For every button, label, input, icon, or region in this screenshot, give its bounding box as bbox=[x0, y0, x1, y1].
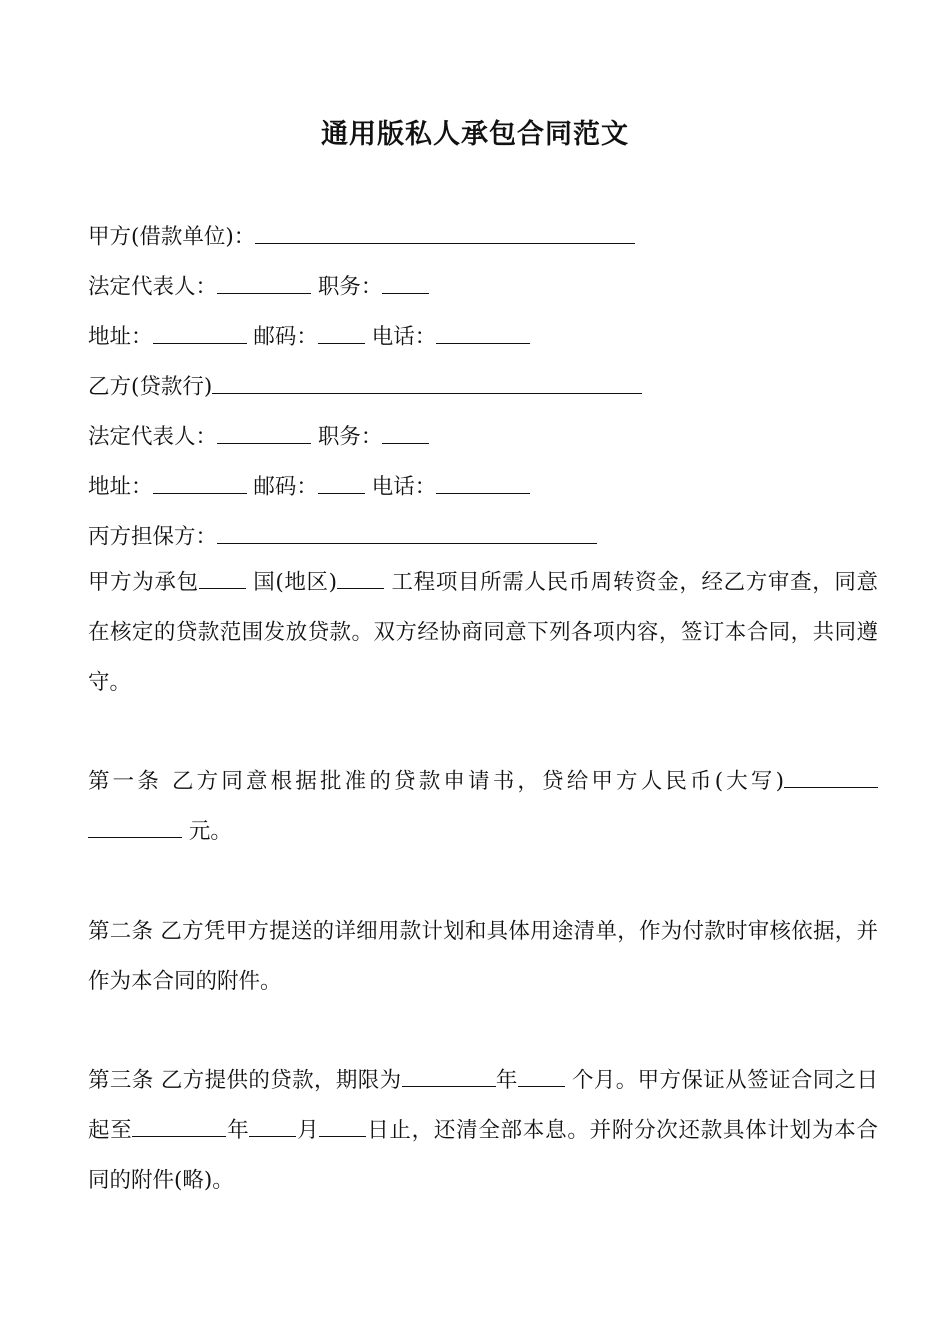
party-b-address-blank[interactable] bbox=[153, 470, 247, 494]
party-a-rep-label: 法定代表人： bbox=[88, 274, 218, 300]
article-1-part1: 第一条 乙方同意根据批准的贷款申请书，贷给甲方人民币(大写) bbox=[88, 769, 784, 794]
party-a-address-blank[interactable] bbox=[153, 320, 247, 344]
party-c-label: 丙方担保方： bbox=[88, 524, 218, 550]
article-3-part2: 年 bbox=[495, 1068, 518, 1093]
party-a-label: 甲方(借款单位)： bbox=[88, 224, 256, 250]
party-a-postcode-blank[interactable] bbox=[318, 320, 365, 344]
party-a-address-line bbox=[88, 320, 530, 353]
intro-part3: 工程项目所需人民币周转资金，经乙方审查，同意在核定的贷款范围发放贷款。双方经协商同意下列各项内容，签订本合同，共同遵守。 bbox=[88, 570, 878, 695]
party-b-line bbox=[88, 370, 642, 403]
article-3-end-day-blank[interactable] bbox=[319, 1113, 366, 1137]
party-a-phone-blank[interactable] bbox=[436, 320, 530, 344]
party-b-position-label: 职务： bbox=[317, 424, 383, 450]
party-a-line bbox=[88, 220, 635, 253]
party-a-position-blank[interactable] bbox=[382, 270, 429, 294]
party-b-rep-blank[interactable] bbox=[217, 420, 311, 444]
document-title: 通用版私人承包合同范文 bbox=[321, 119, 629, 150]
article-3-end-month-blank[interactable] bbox=[249, 1113, 296, 1137]
party-c-blank[interactable] bbox=[217, 520, 597, 544]
party-b-phone-blank[interactable] bbox=[436, 470, 530, 494]
intro-paragraph bbox=[88, 558, 878, 708]
article-3-end-year-blank[interactable] bbox=[132, 1113, 226, 1137]
intro-part2: 国(地区) bbox=[253, 570, 338, 595]
party-b-position-blank[interactable] bbox=[382, 420, 429, 444]
party-a-rep-line bbox=[88, 270, 429, 303]
party-a-address-label: 地址： bbox=[88, 324, 153, 350]
article-1-amount-blank-a[interactable] bbox=[784, 764, 878, 788]
article-1 bbox=[88, 757, 878, 857]
party-b-blank[interactable] bbox=[212, 370, 642, 394]
intro-part1: 甲方为承包 bbox=[88, 570, 199, 595]
article-3-months-blank[interactable] bbox=[518, 1063, 565, 1087]
party-c-line bbox=[88, 520, 597, 553]
article-2-text: 第二条 乙方凭甲方提送的详细用款计划和具体用途清单，作为付款时审核依据，并作为本合同的附件。 bbox=[88, 919, 878, 994]
party-a-blank[interactable] bbox=[255, 220, 635, 244]
party-b-rep-label: 法定代表人： bbox=[88, 424, 218, 450]
party-a-position-label: 职务： bbox=[317, 274, 383, 300]
party-b-postcode-label: 邮码： bbox=[253, 474, 318, 500]
party-a-phone-label: 电话： bbox=[371, 324, 437, 350]
article-3 bbox=[88, 1056, 878, 1206]
article-3-part1: 第三条 乙方提供的贷款，期限为 bbox=[88, 1068, 402, 1093]
party-b-label: 乙方(贷款行) bbox=[88, 374, 213, 400]
party-b-postcode-blank[interactable] bbox=[318, 470, 365, 494]
party-b-phone-label: 电话： bbox=[371, 474, 437, 500]
intro-project-blank[interactable] bbox=[337, 565, 384, 589]
party-a-postcode-label: 邮码： bbox=[253, 324, 318, 350]
article-1-amount-blank-b[interactable] bbox=[88, 814, 182, 838]
party-b-address-label: 地址： bbox=[88, 474, 153, 500]
party-b-address-line bbox=[88, 470, 530, 503]
article-3-part6: 日止，还清全部本息。并附分次还款具体计划为本合同的附件(略)。 bbox=[88, 1118, 878, 1193]
article-3-part5: 月 bbox=[296, 1118, 320, 1143]
party-b-rep-line bbox=[88, 420, 429, 453]
intro-country-blank[interactable] bbox=[199, 565, 246, 589]
article-3-part4: 年 bbox=[226, 1118, 250, 1143]
article-2 bbox=[88, 907, 878, 1007]
article-3-years-blank[interactable] bbox=[402, 1063, 496, 1087]
article-3-part3: 个月。甲方保证从签证合同之日起至 bbox=[88, 1068, 878, 1143]
article-1-part2: 元。 bbox=[188, 819, 232, 844]
party-a-rep-blank[interactable] bbox=[217, 270, 311, 294]
